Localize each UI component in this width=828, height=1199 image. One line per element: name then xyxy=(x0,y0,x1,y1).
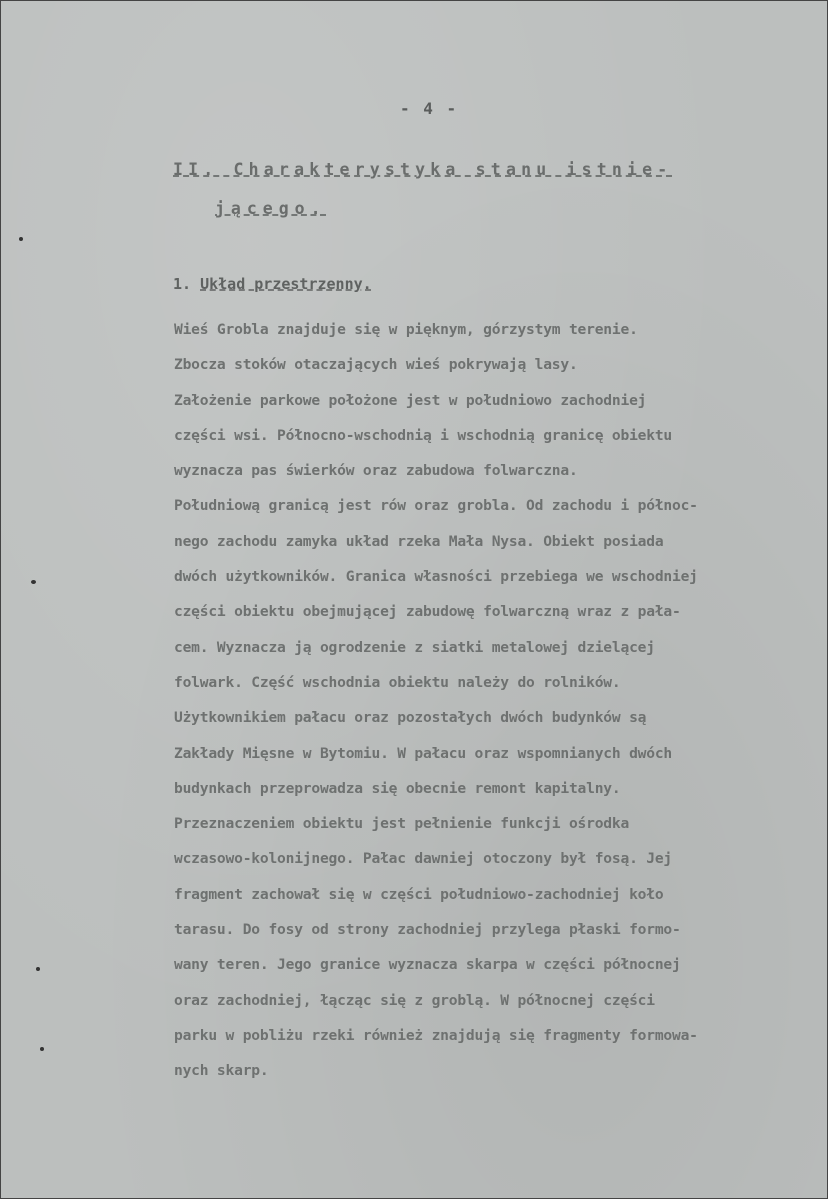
body-line: dwóch użytkowników. Granica własności przebiega we wschodniej xyxy=(174,568,698,586)
subsection-title: Układ przestrzenny. xyxy=(200,275,372,293)
scan-speck xyxy=(19,237,23,241)
body-line: tarasu. Do fosy od strony zachodniej przylega płaski formo- xyxy=(174,921,681,939)
body-line: folwark. Część wschodnia obiektu należy do rolników. xyxy=(174,673,621,691)
body-line: części obiektu obejmującej zabudowę folwarczną wraz z pała- xyxy=(174,603,681,621)
body-line: wany teren. Jego granice wyznacza skarpa w części północnej xyxy=(174,956,681,974)
subsection-number: 1. xyxy=(173,275,192,293)
subsection-heading xyxy=(173,275,372,293)
body-line: nego zachodu zamyka układ rzeka Mała Nysa. Obiekt posiada xyxy=(174,532,664,550)
body-line: parku w pobliżu rzeki również znajdują się fragmenty formowa- xyxy=(174,1026,698,1044)
body-line: fragment zachował się w części południowo-zachodniej koło xyxy=(174,885,664,903)
scan-speck xyxy=(40,1047,44,1051)
scan-speck xyxy=(36,967,40,971)
body-line: Południową granicą jest rów oraz grobla. Od zachodu i północ- xyxy=(174,497,698,515)
body-line: budynkach przeprowadza się obecnie remont kapitalny. xyxy=(174,779,621,797)
body-line: Przeznaczeniem obiektu jest pełnienie funkcji ośrodka xyxy=(174,815,630,833)
body-line: cem. Wyznacza ją ogrodzenie z siatki metalowej dzielącej xyxy=(174,638,655,656)
body-line: części wsi. Północno-wschodnią i wschodnią granicę obiektu xyxy=(174,426,672,444)
body-line: wczasowo-kolonijnego. Pałac dawniej otoczony był fosą. Jej xyxy=(174,850,672,868)
body-text xyxy=(174,318,814,1095)
scan-speck xyxy=(31,580,36,584)
body-line: Założenie parkowe położone jest w południowo zachodniej xyxy=(174,391,647,409)
body-line: oraz zachodniej, łącząc się z groblą. W północnej części xyxy=(174,991,655,1009)
body-line: Użytkownikiem pałacu oraz pozostałych dwóch budynków są xyxy=(174,709,647,727)
page-number: - 4 - xyxy=(400,99,459,118)
body-line: Zakłady Mięsne w Bytomiu. W pałacu oraz wspomnianych dwóch xyxy=(174,744,672,762)
body-line: wyznacza pas świerków oraz zabudowa folwarczna. xyxy=(174,462,578,480)
body-line: Zbocza stoków otaczających wieś pokrywają lasy. xyxy=(174,356,578,374)
section-heading-line-2: jącego. xyxy=(215,199,327,218)
body-line: Wieś Grobla znajduje się w pięknym, górzystym terenie. xyxy=(174,321,638,338)
body-line: nych skarp. xyxy=(174,1062,269,1080)
section-heading-line-1: II. Charakterystyka stanu istnie- xyxy=(173,160,673,179)
